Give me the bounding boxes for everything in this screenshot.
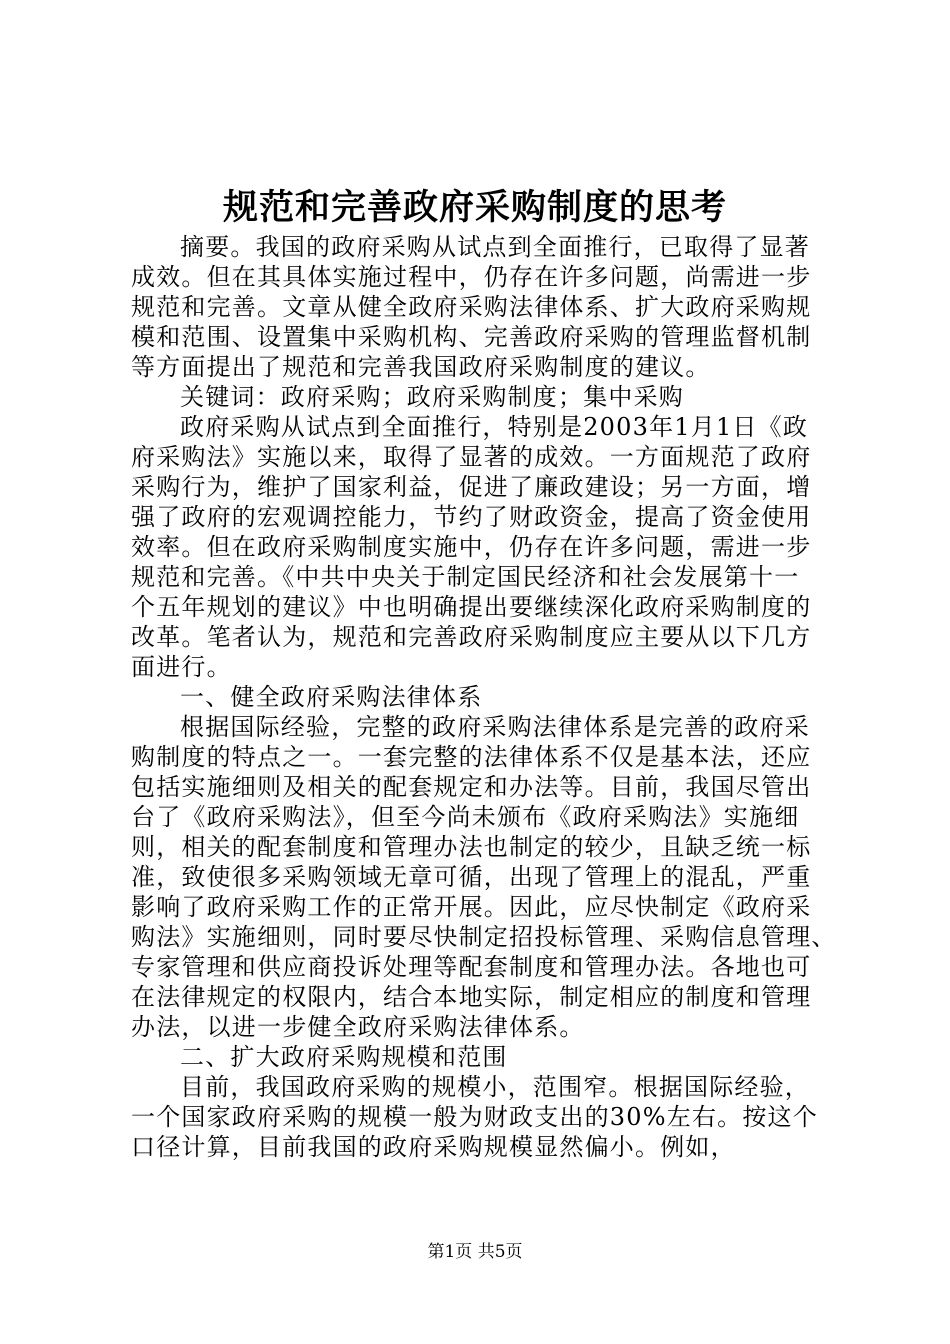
text-line: 改革。笔者认为，规范和完善政府采购制度应主要从以下几方 <box>131 623 812 651</box>
text-line: 专家管理和供应商投诉处理等配套制度和管理办法。各地也可 <box>131 953 812 981</box>
text-line: 规范和完善。文章从健全政府采购法律体系、扩大政府采购规 <box>131 293 812 321</box>
text-line: 府采购法》实施以来，取得了显著的成效。一方面规范了政府 <box>131 443 812 471</box>
text-line: 一、健全政府采购法律体系 <box>180 683 483 711</box>
text-line: 根据国际经验，完整的政府采购法律体系是完善的政府采 <box>180 713 810 741</box>
text-line: 则，相关的配套制度和管理办法也制定的较少，且缺乏统一标 <box>131 833 812 861</box>
text-line: 强了政府的宏观调控能力，节约了财政资金，提高了资金使用 <box>131 503 812 531</box>
text-line: 成效。但在其具体实施过程中，仍存在许多问题，尚需进一步 <box>131 263 812 291</box>
document-body <box>131 232 836 1162</box>
text-line: 准，致使很多采购领域无章可循，出现了管理上的混乱，严重 <box>131 863 812 891</box>
text-line: 效率。但在政府采购制度实施中，仍存在许多问题，需进一步 <box>131 533 812 561</box>
text-line: 面进行。 <box>131 653 232 681</box>
text-line: 目前，我国政府采购的规模小，范围窄。根据国际经验， <box>180 1073 810 1101</box>
text-line: 等方面提出了规范和完善我国政府采购制度的建议。 <box>131 353 711 381</box>
text-line: 在法律规定的权限内，结合本地实际，制定相应的制度和管理 <box>131 983 812 1011</box>
text-line: 口径计算，目前我国的政府采购规模显然偏小。例如， <box>131 1133 736 1161</box>
text-line: 模和范围、设置集中采购机构、完善政府采购的管理监督机制 <box>131 323 812 351</box>
text-line: 购法》实施细则，同时要尽快制定招投标管理、采购信息管理、 <box>131 923 837 951</box>
text-line: 台了《政府采购法》，但至今尚未颁布《政府采购法》实施细 <box>131 803 800 831</box>
text-line: 购制度的特点之一。一套完整的法律体系不仅是基本法，还应 <box>131 743 812 771</box>
text-line: 一个国家政府采购的规模一般为财政支出的30%左右。按这个 <box>131 1103 818 1131</box>
text-line: 关键词：政府采购；政府采购制度；集中采购 <box>180 383 684 411</box>
text-line: 二、扩大政府采购规模和范围 <box>180 1043 508 1071</box>
text-line: 个五年规划的建议》中也明确提出要继续深化政府采购制度的 <box>131 593 812 621</box>
text-line: 影响了政府采购工作的正常开展。因此，应尽快制定《政府采 <box>131 893 812 921</box>
text-line: 摘要。我国的政府采购从试点到全面推行，已取得了显著 <box>180 233 810 261</box>
page-footer: 第1页 共5页 <box>427 1242 523 1262</box>
text-line: 规范和完善。《中共中央关于制定国民经济和社会发展第十一 <box>131 563 800 591</box>
document-title: 规范和完善政府采购制度的思考 <box>222 187 727 228</box>
text-line: 政府采购从试点到全面推行，特别是2003年1月1日《政 <box>180 413 809 441</box>
text-line: 采购行为，维护了国家利益，促进了廉政建设；另一方面，增 <box>131 473 812 501</box>
text-line: 包括实施细则及相关的配套规定和办法等。目前，我国尽管出 <box>131 773 812 801</box>
text-line: 办法，以进一步健全政府采购法律体系。 <box>131 1013 585 1041</box>
